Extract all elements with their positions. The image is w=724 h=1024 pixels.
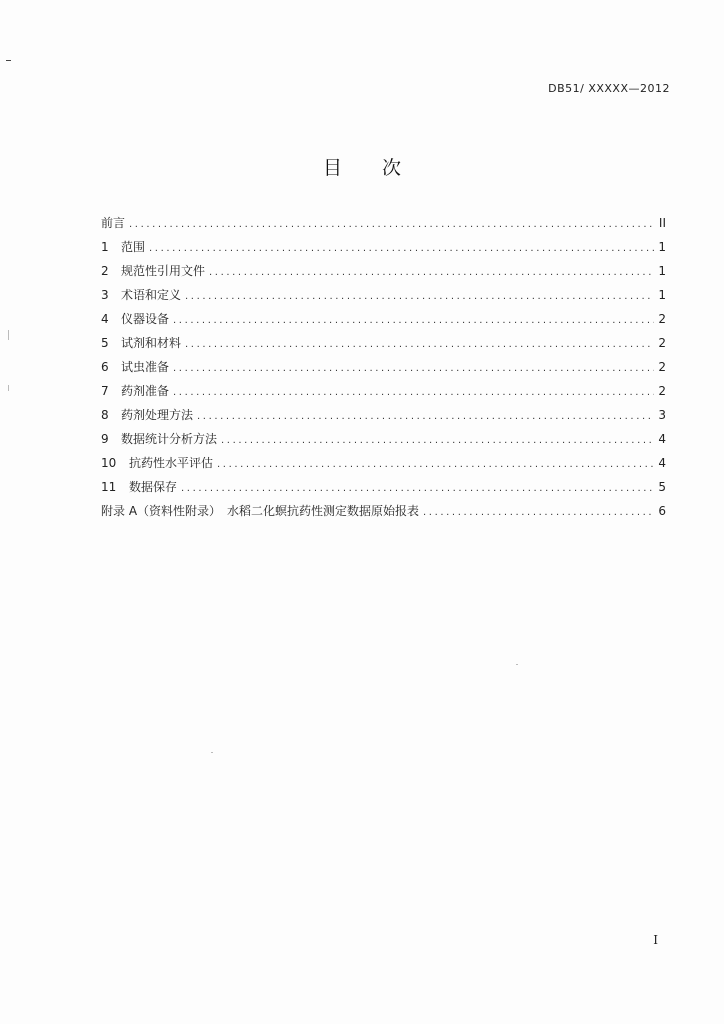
- toc-entry-page: 2: [658, 384, 666, 398]
- toc-entry-label: 抗药性水平评估: [129, 456, 214, 470]
- toc-entry-page: 2: [658, 336, 666, 350]
- toc-entry-label: 药剂准备: [121, 384, 170, 398]
- toc-leader-dots: [181, 477, 654, 501]
- toc-entry-page: 1: [658, 288, 666, 302]
- toc-leader-dots: [149, 237, 654, 261]
- toc-entry-label: 药剂处理方法: [121, 408, 194, 422]
- toc-entry-2[interactable]: [101, 259, 666, 283]
- toc-entry-11[interactable]: [101, 475, 666, 499]
- toc-entry-label: 前言: [101, 216, 126, 230]
- toc-entry-page: 3: [658, 408, 666, 422]
- toc-entry-label: 试剂和材料: [121, 336, 182, 350]
- toc-entry-number: 9: [101, 432, 109, 446]
- toc-title-char-2: 次: [382, 157, 402, 179]
- toc-entry-4[interactable]: [101, 307, 666, 331]
- toc-entry-page: 5: [658, 480, 666, 494]
- toc-leader-dots: [173, 357, 654, 381]
- toc-entry-label: 规范性引用文件: [121, 264, 206, 278]
- toc-title-char-1: 目: [322, 157, 342, 179]
- toc-entry-label: 仪器设备: [121, 312, 170, 326]
- toc-leader-dots: [209, 261, 654, 285]
- toc-entry-number: 1: [101, 240, 109, 254]
- margin-mark: [6, 60, 11, 61]
- toc-leader-dots: [129, 213, 654, 237]
- toc-entry-number: 11: [101, 480, 117, 494]
- toc-entry-page: 1: [658, 264, 666, 278]
- toc-entry-label: 附录 A（资料性附录） 水稻二化螟抗药性测定数据原始报表: [101, 504, 420, 518]
- toc-entry-preface[interactable]: [101, 211, 666, 235]
- toc-entry-5[interactable]: [101, 331, 666, 355]
- toc-entry-1[interactable]: [101, 235, 666, 259]
- toc-entry-8[interactable]: [101, 403, 666, 427]
- toc-entry-10[interactable]: [101, 451, 666, 475]
- toc-entry-6[interactable]: [101, 355, 666, 379]
- toc-entry-label: 术语和定义: [121, 288, 182, 302]
- toc-leader-dots: [221, 429, 654, 453]
- toc-entry-number: 6: [101, 360, 109, 374]
- toc-entry-page: 6: [658, 504, 666, 518]
- toc-title: [0, 153, 724, 180]
- toc-entry-number: 8: [101, 408, 109, 422]
- toc-entry-number: 2: [101, 264, 109, 278]
- toc-leader-dots: [173, 381, 654, 405]
- page-number: I: [653, 933, 658, 947]
- toc-leader-dots: [185, 285, 654, 309]
- toc-entry-label: 范围: [121, 240, 146, 254]
- toc-entry-number: 10: [101, 456, 117, 470]
- scan-speck: [8, 385, 9, 391]
- scan-speck: [211, 752, 213, 753]
- toc-entry-number: 5: [101, 336, 109, 350]
- toc-entry-number: 4: [101, 312, 109, 326]
- toc-leader-dots: [197, 405, 654, 429]
- toc-entry-7[interactable]: [101, 379, 666, 403]
- toc-leader-dots: [423, 501, 654, 525]
- toc-entry-label: 数据保存: [129, 480, 178, 494]
- toc-entry-number: 7: [101, 384, 109, 398]
- toc-entry-number: 3: [101, 288, 109, 302]
- toc-entry-page: 4: [658, 456, 666, 470]
- toc-entry-label: 数据统计分析方法: [121, 432, 218, 446]
- toc-leader-dots: [173, 309, 654, 333]
- toc-entry-page: 2: [658, 312, 666, 326]
- toc-entry-label: 试虫准备: [121, 360, 170, 374]
- toc-entry-3[interactable]: [101, 283, 666, 307]
- toc-entry-9[interactable]: [101, 427, 666, 451]
- toc-entry-appendix-a[interactable]: [101, 499, 666, 523]
- toc-entry-page: 2: [658, 360, 666, 374]
- scan-speck: [516, 664, 518, 665]
- toc-leader-dots: [185, 333, 654, 357]
- toc-entry-page: 4: [658, 432, 666, 446]
- toc-list: [101, 211, 666, 523]
- toc-entry-page: II: [658, 216, 666, 230]
- toc-leader-dots: [217, 453, 654, 477]
- toc-entry-page: 1: [658, 240, 666, 254]
- scan-speck: [8, 330, 9, 340]
- standard-code: DB51/ XXXXX—2012: [548, 82, 670, 95]
